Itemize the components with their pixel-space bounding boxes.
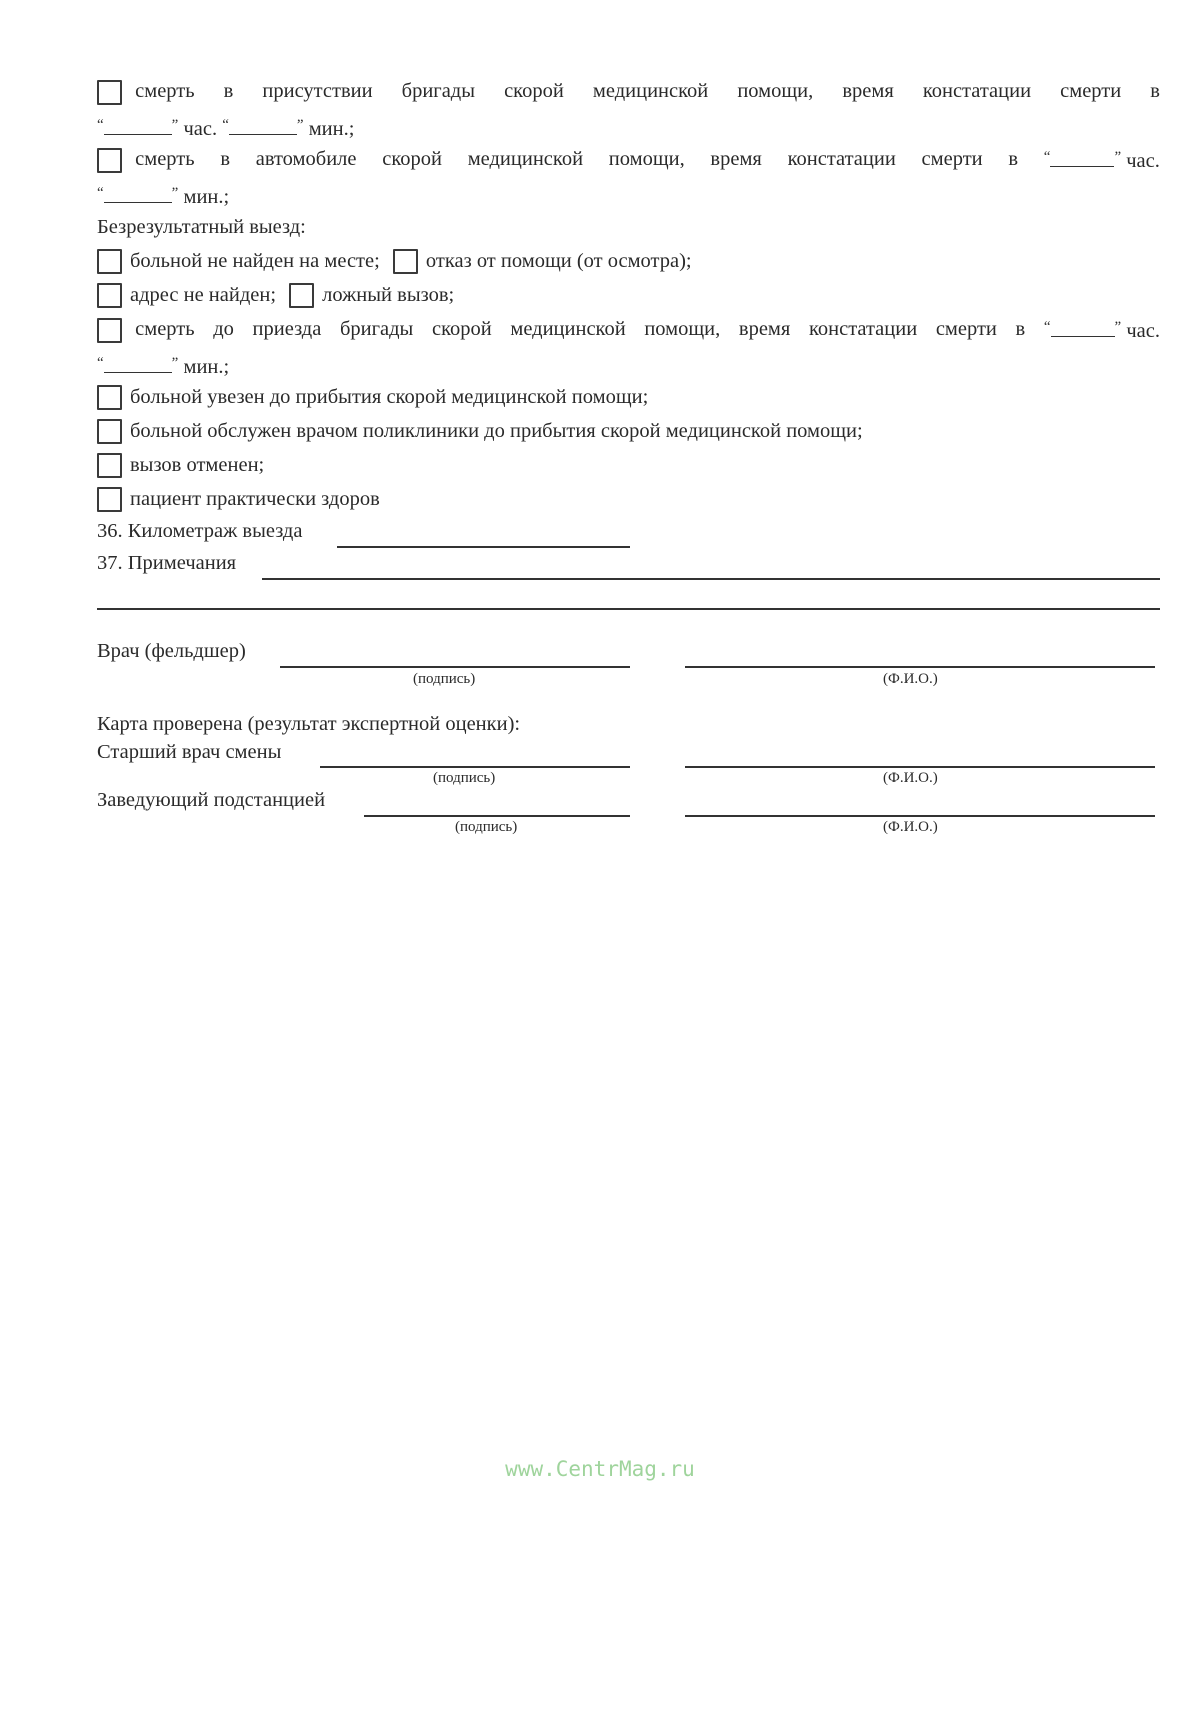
patient-healthy-checkbox[interactable] xyxy=(97,487,122,512)
death-before-arrival-word: медицинской xyxy=(510,318,626,340)
senior-doctor-label: Старший врач смены xyxy=(97,741,282,763)
patient-served-row xyxy=(97,414,1160,448)
checked-label: Карта проверена (результат экспертной оценки): xyxy=(97,713,521,735)
death-brigade-row xyxy=(97,74,1160,108)
senior-doctor-signature-caption: (подпись) xyxy=(433,770,496,786)
death-car-word: автомобиле xyxy=(255,148,357,170)
head-signature-caption: (подпись) xyxy=(455,819,518,835)
death-before-arrival-word: до xyxy=(213,318,234,340)
death-brigade-hour-label: час. xyxy=(183,118,218,140)
death-car-checkbox[interactable] xyxy=(97,148,122,173)
patient-healthy-label: пациент практически здоров xyxy=(130,488,380,510)
head-label: Заведующий подстанцией xyxy=(97,789,326,811)
death-car-time-row: “ ” мин.; xyxy=(97,185,230,208)
call-cancelled-label: вызов отменен; xyxy=(130,454,265,476)
doctor-signature-field[interactable] xyxy=(280,648,630,668)
head-name-field[interactable] xyxy=(685,797,1155,817)
death-before-arrival-word: помощи, xyxy=(644,318,721,340)
death-brigade-word: смерть xyxy=(135,80,195,102)
death-before-arrival-minute-label: мин.; xyxy=(183,356,230,378)
patient-not-found-checkbox[interactable] xyxy=(97,249,122,274)
death-brigade-word: медицинской xyxy=(592,80,709,102)
mileage-field[interactable] xyxy=(337,528,630,548)
doctor-signature-caption: (подпись) xyxy=(413,671,476,687)
death-brigade-word: присутствии xyxy=(262,80,373,102)
patient-healthy-row xyxy=(97,482,1160,516)
refused-help-label: отказ от помощи (от осмотра); xyxy=(425,250,692,272)
futile-row-2 xyxy=(97,278,1160,312)
death-before-arrival-minute-field[interactable] xyxy=(104,354,172,373)
death-before-arrival-word: скорой xyxy=(431,318,492,340)
senior-doctor-name-field[interactable] xyxy=(685,748,1155,768)
head-signature-field[interactable] xyxy=(364,797,630,817)
death-brigade-time-row: “ ” час. “ ” мин.; xyxy=(97,117,355,140)
death-car-hour-label: час. xyxy=(1126,150,1160,172)
death-brigade-word: в xyxy=(223,80,234,102)
notes-label: 37. Примечания xyxy=(97,552,237,574)
doctor-name-caption: (Ф.И.О.) xyxy=(883,671,938,687)
watermark-text: www.CentrMag.ru xyxy=(505,1457,695,1481)
death-car-word: время xyxy=(710,148,762,170)
death-before-arrival-word: смерти xyxy=(935,318,997,340)
death-brigade-minute-label: мин.; xyxy=(308,118,355,140)
death-car-word: помощи, xyxy=(608,148,685,170)
head-name-caption: (Ф.И.О.) xyxy=(883,819,938,835)
death-car-word: констатации xyxy=(787,148,896,170)
address-not-found-label: адрес не найден; xyxy=(130,284,277,306)
death-brigade-word: время xyxy=(842,80,894,102)
death-before-arrival-checkbox[interactable] xyxy=(97,318,122,343)
death-car-word: в xyxy=(220,148,230,170)
death-car-word: скорой xyxy=(382,148,442,170)
death-brigade-word: констатации xyxy=(922,80,1032,102)
call-outcome-section xyxy=(97,74,1160,516)
senior-doctor-name-caption: (Ф.И.О.) xyxy=(883,770,938,786)
death-car-hour-field[interactable] xyxy=(1050,148,1114,167)
death-brigade-word: скорой xyxy=(504,80,564,102)
death-car-word: в xyxy=(1008,148,1019,170)
death-brigade-word: помощи, xyxy=(737,80,814,102)
futile-row-1 xyxy=(97,244,1160,278)
death-car-word: смерти xyxy=(921,148,983,170)
death-before-arrival-word: приезда xyxy=(252,318,322,340)
patient-served-label: больной обслужен врачом поликлиники до прибытия скорой медицинской помощи; xyxy=(130,420,863,442)
death-before-arrival-time-row: “ ” мин.; xyxy=(97,355,230,378)
death-car-row: смерть в автомобиле скорой медицинской помощи, время констатации смерти в “ ” час. xyxy=(97,142,1160,176)
death-before-arrival-word: смерть xyxy=(135,318,195,340)
death-before-arrival-word: констатации xyxy=(808,318,918,340)
false-call-checkbox[interactable] xyxy=(289,283,314,308)
patient-served-checkbox[interactable] xyxy=(97,419,122,444)
patient-taken-label: больной увезен до прибытия скорой медицинской помощи; xyxy=(130,386,649,408)
death-car-word: медицинской xyxy=(467,148,584,170)
death-brigade-checkbox[interactable] xyxy=(97,80,122,105)
death-brigade-hour-field[interactable] xyxy=(104,116,172,135)
patient-taken-row xyxy=(97,380,1160,414)
patient-taken-checkbox[interactable] xyxy=(97,385,122,410)
futile-call-heading: Безрезультатный выезд: xyxy=(97,216,306,238)
doctor-name-field[interactable] xyxy=(685,648,1155,668)
death-car-minute-field[interactable] xyxy=(104,184,172,203)
death-before-arrival-hour-label: час. xyxy=(1126,320,1160,342)
notes-field[interactable] xyxy=(262,560,1160,580)
death-before-arrival-word: время xyxy=(738,318,791,340)
death-brigade-word: бригады xyxy=(401,80,476,102)
death-brigade-word: в xyxy=(1150,80,1160,102)
patient-not-found-label: больной не найден на месте; xyxy=(130,250,380,272)
doctor-label: Врач (фельдшер) xyxy=(97,640,246,662)
call-cancelled-checkbox[interactable] xyxy=(97,453,122,478)
death-car-word: смерть xyxy=(135,148,195,170)
senior-doctor-signature-field[interactable] xyxy=(320,748,630,768)
address-not-found-checkbox[interactable] xyxy=(97,283,122,308)
false-call-label: ложный вызов; xyxy=(322,284,455,306)
death-brigade-minute-field[interactable] xyxy=(229,116,297,135)
death-before-arrival-word: в xyxy=(1015,318,1026,340)
death-before-arrival-hour-field[interactable] xyxy=(1051,318,1115,337)
mileage-label: 36. Километраж выезда xyxy=(97,520,303,542)
death-car-minute-label: мин.; xyxy=(183,186,230,208)
refused-help-checkbox[interactable] xyxy=(393,249,418,274)
call-cancelled-row xyxy=(97,448,1160,482)
death-brigade-word: смерти xyxy=(1060,80,1122,102)
death-before-arrival-word: бригады xyxy=(339,318,414,340)
death-before-arrival-row: смерть до приезда бригады скорой медицинской помощи, время констатации смерти в “ ” час. xyxy=(97,312,1160,346)
notes-field-line-2[interactable] xyxy=(97,590,1160,610)
